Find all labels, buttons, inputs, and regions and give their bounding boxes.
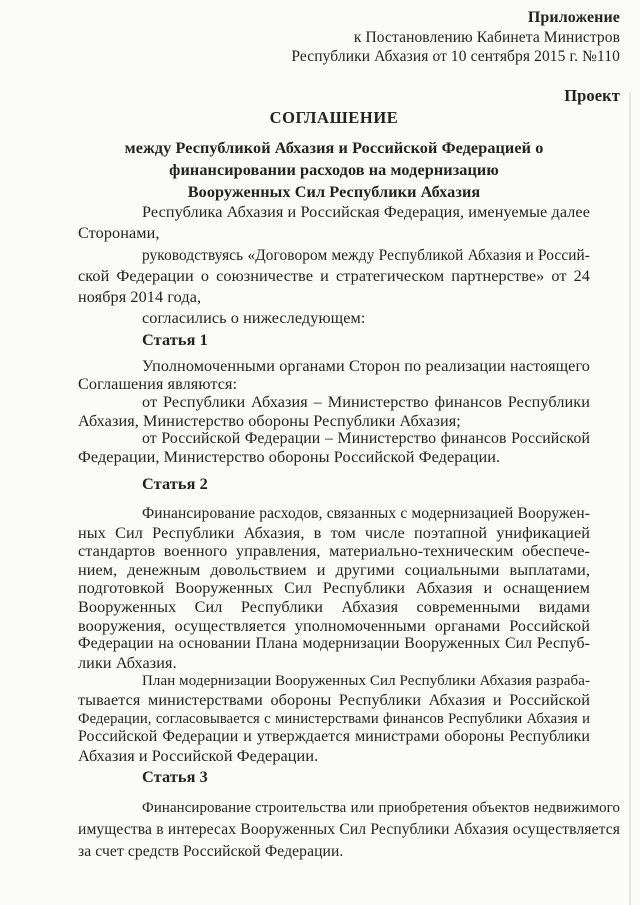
scan-artifact-line (629, 92, 631, 905)
article-3-heading: Статья 3 (142, 767, 208, 786)
text-line: Абхазия, Министерство обороны Республики Абхазия; (78, 411, 461, 430)
paragraph (78, 797, 620, 863)
annex-label: Приложение (527, 9, 620, 26)
preamble-section (78, 202, 590, 330)
article-2-heading: Статья 2 (142, 474, 208, 493)
text-line: Федерации, Министерство обороны Российской Федерации. (78, 448, 501, 467)
text-line: финансировании расходов на модернизацию (169, 161, 499, 179)
text-line: Уполномоченными органами Сторон по реализации настоящего (142, 357, 590, 375)
text-line: Федерации, согласовывается с министерствами финансов Республики Абхазия и (78, 710, 590, 727)
text-line: Сторонами, (78, 224, 160, 243)
text-line: руководствуясь «Договором между Республикой Абхазия и Россий- (142, 246, 590, 264)
paragraph (78, 393, 590, 429)
text-line: лики Абхазия. (78, 653, 177, 672)
header-resolution-line: к Постановлению Кабинета Министров (353, 28, 620, 46)
article-1-body (78, 357, 590, 466)
article-1-heading: Статья 1 (142, 330, 208, 349)
text-line: от Республики Абхазия – Министерство финансов Республики (142, 393, 590, 412)
paragraph (78, 202, 590, 245)
text-line: стандартов военного управления, материально-техническим обеспече- (78, 542, 590, 561)
paragraph (78, 505, 590, 672)
text-line: Финансирование строительства или приобретения объектов недвижимого (142, 800, 620, 816)
document-header (291, 8, 620, 67)
draft-label: Проект (564, 86, 620, 105)
text-line: Федерации на основании Плана модернизации Вооруженных Сил Респуб- (78, 635, 590, 653)
article-2-body (78, 505, 590, 765)
text-line: ных Сил Республики Абхазия, в том числе поэтапной унификацией (78, 523, 590, 542)
paragraph (78, 357, 590, 393)
text-line: вооружения, осуществляется уполномоченными органами Российской (78, 616, 590, 635)
text-line: нием, денежным довольствием и другими социальными выплатами, (78, 560, 590, 579)
text-line: Республика Абхазия и Российская Федерация, именуемые далее (142, 203, 590, 221)
text-line: подготовкой Вооруженных Сил Республики Абхазия и оснащением (78, 579, 590, 598)
text-line: Соглашения являются: (78, 375, 238, 394)
text-line: за счет средств Российской Федерации. (78, 843, 344, 860)
article-3-body (78, 797, 620, 863)
text-line: Вооруженных Сил Республики Абхазия современными видами (78, 597, 590, 616)
text-line: Абхазия и Российской Федерации. (78, 746, 319, 765)
text-line: План модернизации Вооруженных Сил Республики Абхазия разраба- (142, 673, 591, 690)
text-line: между Республикой Абхазия и Российской Федерацией о (124, 139, 544, 157)
paragraph (78, 245, 590, 309)
paragraph (78, 308, 590, 329)
text-line: от Российской Федерации – Министерство финансов Российской (142, 429, 590, 447)
paragraph (78, 672, 590, 765)
document-title: СОГЛАШЕНИЕ (269, 108, 399, 127)
paragraph (78, 430, 590, 466)
text-line: имущества в интересах Вооруженных Сил Республики Абхазия осуществляется (78, 821, 620, 838)
text-line: Вооруженных Сил Республики Абхазия (187, 183, 481, 201)
text-line: согласились о нижеследующем: (142, 309, 366, 328)
header-date-number-line: Республики Абхазия от 10 сентября 2015 г. №110 (291, 48, 620, 65)
text-line: Финансирование расходов, связанных с модернизацией Вооружен- (142, 505, 590, 522)
text-line: ноября 2014 года, (78, 288, 202, 307)
text-line: ской Федерации о союзничестве и стратегическом партнерстве» от 24 (78, 266, 590, 285)
text-line: Российской Федерации и утверждается министрами обороны Республики (78, 728, 590, 746)
text-line: тывается министерствами обороны Республики Абхазия и Российской (78, 690, 590, 709)
document-subtitle (78, 137, 590, 203)
